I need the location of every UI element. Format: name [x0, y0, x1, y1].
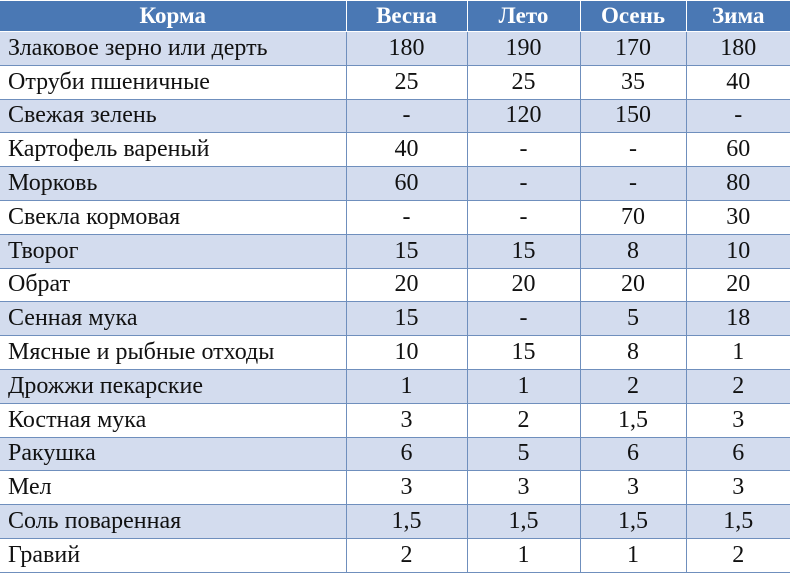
cell-summer-value: -	[467, 200, 580, 234]
table-row	[0, 200, 790, 234]
cell-feed-name: Обрат	[0, 268, 346, 302]
cell-summer-value: 1	[467, 369, 580, 403]
cell-spring-value: 15	[346, 302, 467, 336]
cell-autumn-value: 35	[580, 65, 686, 99]
cell-autumn-value: 2	[580, 369, 686, 403]
cell-feed-name: Отруби пшеничные	[0, 65, 346, 99]
cell-autumn-value: 3	[580, 471, 686, 505]
cell-feed-name: Мел	[0, 471, 346, 505]
cell-autumn-value: 1	[580, 538, 686, 572]
cell-feed-name: Морковь	[0, 167, 346, 201]
cell-spring-value: 20	[346, 268, 467, 302]
cell-summer-value: 3	[467, 471, 580, 505]
table-row	[0, 133, 790, 167]
cell-feed-name: Свекла кормовая	[0, 200, 346, 234]
cell-feed-name: Дрожжи пекарские	[0, 369, 346, 403]
cell-summer-value: 1	[467, 538, 580, 572]
table-row	[0, 437, 790, 471]
cell-summer-value: 2	[467, 403, 580, 437]
cell-feed-name: Сенная мука	[0, 302, 346, 336]
cell-feed-name: Злаковое зерно или дерть	[0, 32, 346, 66]
cell-feed-name: Гравий	[0, 538, 346, 572]
cell-spring-value: 3	[346, 403, 467, 437]
cell-winter-value: 6	[686, 437, 790, 471]
cell-summer-value: 20	[467, 268, 580, 302]
header-cell-spring: Весна	[346, 1, 467, 32]
cell-feed-name: Картофель вареный	[0, 133, 346, 167]
cell-autumn-value: 70	[580, 200, 686, 234]
table-row	[0, 32, 790, 66]
cell-winter-value: 40	[686, 65, 790, 99]
cell-winter-value: 60	[686, 133, 790, 167]
table-row	[0, 99, 790, 133]
cell-winter-value: 18	[686, 302, 790, 336]
header-cell-summer: Лето	[467, 1, 580, 32]
cell-spring-value: 10	[346, 336, 467, 370]
table-row	[0, 538, 790, 572]
cell-feed-name: Соль поваренная	[0, 505, 346, 539]
cell-spring-value: 60	[346, 167, 467, 201]
cell-summer-value: 5	[467, 437, 580, 471]
cell-summer-value: 25	[467, 65, 580, 99]
cell-winter-value: 1	[686, 336, 790, 370]
table-row	[0, 505, 790, 539]
cell-spring-value: 1	[346, 369, 467, 403]
table-body	[0, 32, 790, 573]
cell-spring-value: -	[346, 99, 467, 133]
cell-winter-value: 80	[686, 167, 790, 201]
cell-spring-value: 3	[346, 471, 467, 505]
cell-summer-value: 190	[467, 32, 580, 66]
cell-winter-value: 2	[686, 538, 790, 572]
cell-spring-value: 6	[346, 437, 467, 471]
cell-autumn-value: 1,5	[580, 403, 686, 437]
cell-winter-value: 20	[686, 268, 790, 302]
cell-summer-value: 15	[467, 336, 580, 370]
table-header	[0, 1, 790, 32]
header-row	[0, 1, 790, 32]
cell-autumn-value: -	[580, 167, 686, 201]
cell-summer-value: 15	[467, 234, 580, 268]
cell-spring-value: 15	[346, 234, 467, 268]
cell-feed-name: Творог	[0, 234, 346, 268]
table-row	[0, 403, 790, 437]
cell-winter-value: 180	[686, 32, 790, 66]
cell-summer-value: -	[467, 133, 580, 167]
cell-autumn-value: 8	[580, 336, 686, 370]
cell-summer-value: 1,5	[467, 505, 580, 539]
table-row	[0, 268, 790, 302]
cell-winter-value: -	[686, 99, 790, 133]
cell-autumn-value: 6	[580, 437, 686, 471]
cell-winter-value: 30	[686, 200, 790, 234]
cell-summer-value: 120	[467, 99, 580, 133]
cell-summer-value: -	[467, 167, 580, 201]
table-row	[0, 302, 790, 336]
cell-autumn-value: 20	[580, 268, 686, 302]
cell-autumn-value: 1,5	[580, 505, 686, 539]
cell-summer-value: -	[467, 302, 580, 336]
header-cell-winter: Зима	[686, 1, 790, 32]
table-row	[0, 336, 790, 370]
cell-autumn-value: 8	[580, 234, 686, 268]
table-row	[0, 167, 790, 201]
cell-feed-name: Ракушка	[0, 437, 346, 471]
cell-spring-value: 25	[346, 65, 467, 99]
cell-autumn-value: 150	[580, 99, 686, 133]
table-row	[0, 65, 790, 99]
cell-feed-name: Костная мука	[0, 403, 346, 437]
cell-winter-value: 10	[686, 234, 790, 268]
cell-spring-value: 1,5	[346, 505, 467, 539]
cell-winter-value: 1,5	[686, 505, 790, 539]
cell-feed-name: Мясные и рыбные отходы	[0, 336, 346, 370]
cell-feed-name: Свежая зелень	[0, 99, 346, 133]
cell-spring-value: -	[346, 200, 467, 234]
cell-winter-value: 3	[686, 403, 790, 437]
cell-spring-value: 180	[346, 32, 467, 66]
header-cell-autumn: Осень	[580, 1, 686, 32]
cell-autumn-value: 170	[580, 32, 686, 66]
header-cell-feed: Корма	[0, 1, 346, 32]
cell-winter-value: 3	[686, 471, 790, 505]
table-row	[0, 471, 790, 505]
cell-winter-value: 2	[686, 369, 790, 403]
cell-spring-value: 2	[346, 538, 467, 572]
table-row	[0, 369, 790, 403]
cell-autumn-value: -	[580, 133, 686, 167]
cell-spring-value: 40	[346, 133, 467, 167]
cell-autumn-value: 5	[580, 302, 686, 336]
table-row	[0, 234, 790, 268]
